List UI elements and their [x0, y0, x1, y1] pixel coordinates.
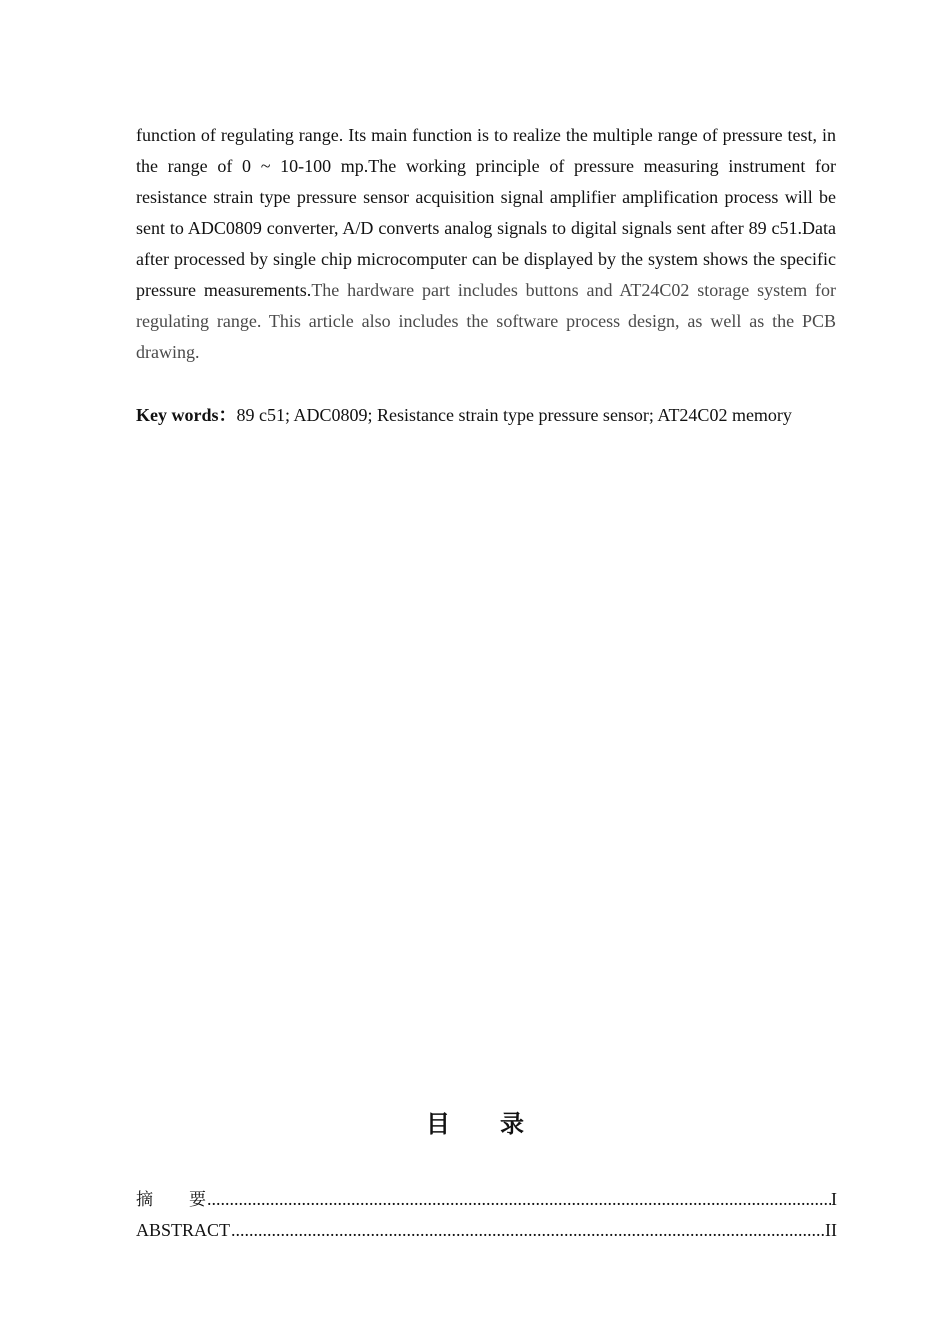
toc-entry-abstract-cn[interactable]	[136, 1184, 837, 1215]
abstract-paragraph	[136, 120, 836, 368]
abstract-body-tail: The hardware part includes buttons and AT24C02 storage system for regulating range. This article also includes the software process design, as well as the PCB drawing.	[136, 280, 836, 362]
toc-entry-label: ABSTRACT	[136, 1220, 231, 1240]
toc-leader-dots	[231, 1215, 825, 1246]
toc-leader-dots	[207, 1184, 831, 1215]
toc-title-right: 录	[500, 1110, 524, 1138]
toc-entry-page: I	[831, 1189, 837, 1209]
toc-entry-page: II	[825, 1220, 837, 1240]
toc-title	[0, 1106, 950, 1142]
toc-list	[136, 1184, 837, 1246]
keywords-value: 89 c51; ADC0809; Resistance strain type pressure sensor; AT24C02 memory	[236, 405, 792, 425]
toc-entry-abstract-en[interactable]	[136, 1215, 837, 1246]
toc-entry-label: 摘 要	[136, 1190, 206, 1210]
abstract-body-main: function of regulating range. Its main function is to realize the multiple range of pressure test, in the range of 0 ~ 10-100 mp.The working principle of pressure measuring instrument for resistance strain type pressure sensor acquisition signal amplifier amplification process will be sent to ADC0809 converter, A/D converts analog signals to digital signals sent after 89 c51.Data after processed by single chip microcomputer can be displayed by the system shows the specific pressure measurements.	[136, 125, 836, 300]
keywords-line	[136, 400, 856, 431]
toc-title-left: 目	[426, 1110, 450, 1138]
keywords-label: Key words：	[136, 405, 237, 425]
